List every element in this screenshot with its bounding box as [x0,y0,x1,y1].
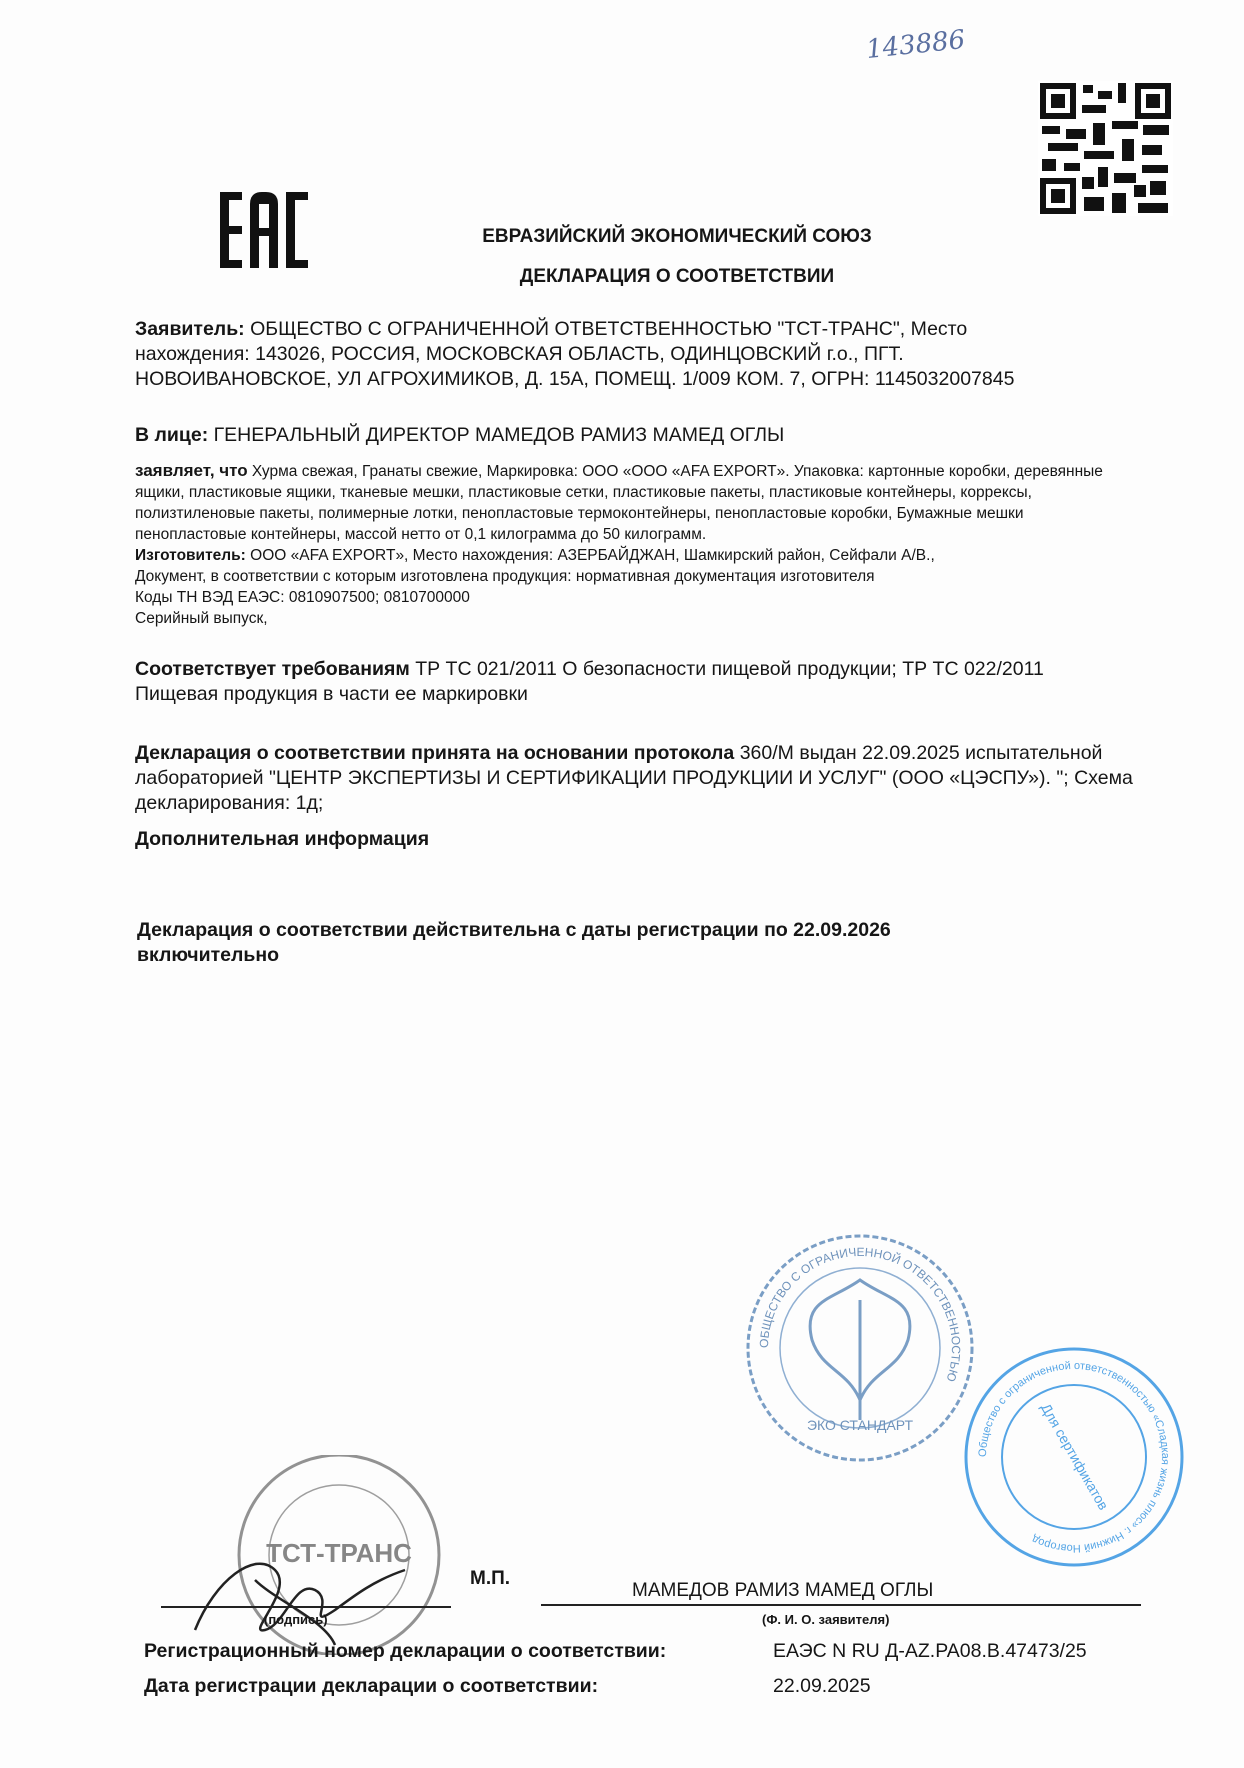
eco-standard-stamp [742,1230,978,1466]
registration-number: ЕАЭС N RU Д-AZ.PA08.B.47473/25 [773,1640,1087,1662]
basis-section [135,741,1165,816]
signature-caption: (подпись) [264,1612,328,1627]
qr-code [1038,81,1173,216]
name-line [541,1604,1141,1606]
handwritten-signature [185,1540,415,1650]
conformity-text: ТР ТС 021/2011 О безопасности пищевой продукции; ТР ТС 022/2011 Пищевая продукция в части ее маркировки [135,658,1044,705]
manufacturer-document: Документ, в соответствии с которым изготовлена продукция: нормативная документация изготовителя [135,568,875,585]
validity-text: Декларация о соответствии действительна с даты регистрации по 22.09.2026 включительно [137,919,891,966]
blue-company-stamp [962,1345,1186,1569]
name-caption: (Ф. И. О. заявителя) [762,1612,890,1627]
blue-stamp-ring-text: Общество с ограниченной ответственностью «Сладкая жизнь плюс» г. Нижний Новгород [976,1359,1172,1555]
tn-ved-codes: Коды ТН ВЭД ЕАЭС: 0810907500; 0810700000 [135,589,470,606]
applicant-section [135,317,1085,392]
serial-release: Серийный выпуск, [135,610,268,627]
basis-text: 360/М выдан 22.09.2025 испытательной лабораторией "ЦЕНТР ЭКСПЕРТИЗЫ И СЕРТИФИКАЦИИ ПРОДУКЦИИ И УСЛУГ" (ООО «ЦЭСПУ»). "; Схема декларирования: 1д; [135,742,1133,814]
eco-stamp-center-text: ЭКО СТАНДАРТ [806,1417,914,1433]
handwritten-number: 143886 [864,24,967,66]
registration-date: 22.09.2025 [773,1675,871,1697]
applicant-text: ОБЩЕСТВО С ОГРАНИЧЕННОЙ ОТВЕТСТВЕННОСТЬЮ "ТСТ-ТРАНС", Место нахождения: 143026, РОССИЯ, МОСКОВСКАЯ ОБЛАСТЬ, ОДИНЦОВСКИЙ г.о., ПГТ. НОВОИВАНОВСКОЕ, УЛ АГРОХИМИКОВ, Д. 15А, ПОМЕЩ. 1/009 КОМ. 7, ОГРН: 1145032007845 [135,318,1015,390]
representative-label: В лице: [135,424,209,446]
registration-number-label: Регистрационный номер декларации о соответствии: [144,1640,667,1662]
manufacturer-label: Изготовитель: [135,547,246,564]
registration-date-label: Дата регистрации декларации о соответствии: [144,1675,599,1697]
conformity-section [135,657,1115,707]
applicant-name: МАМЕДОВ РАМИЗ МАМЕД ОГЛЫ [632,1580,934,1601]
declares-section [135,460,1115,629]
declares-label: заявляет, что [135,461,248,480]
seal-company-text: ТСТ-ТРАНС [266,1538,412,1568]
union-heading: ЕВРАЗИЙСКИЙ ЭКОНОМИЧЕСКИЙ СОЮЗ [482,226,872,247]
blue-stamp-center-text: Для сертификатов [1037,1400,1112,1513]
basis-label: Декларация о соответствии принята на основании протокола [135,742,735,764]
manufacturer-text: ООО «AFA EXPORT», Место нахождения: АЗЕРБАЙДЖАН, Шамкирский район, Сейфали А/В., [245,547,935,564]
eco-stamp-ring-text: ОБЩЕСТВО С ОГРАНИЧЕННОЙ ОТВЕТСТВЕННОСТЬЮ [756,1244,964,1384]
representative-section [135,423,1085,448]
applicant-label: Заявитель: [135,318,245,340]
conformity-label: Соответствует требованиям [135,658,410,680]
additional-info-label: Дополнительная информация [135,828,430,850]
representative-text: ГЕНЕРАЛЬНЫЙ ДИРЕКТОР МАМЕДОВ РАМИЗ МАМЕД ОГЛЫ [208,424,785,446]
eac-logo [220,192,308,268]
declares-text: Хурма свежая, Гранаты свежие, Маркировка: ООО «ООО «AFA EXPORT». Упаковка: картонные коробки, деревянные ящики, пластиковые ящики, тканевые мешки, пластиковые сетки, пластиковые пакеты, пластиковые контейнеры, коррексы, полизтиленовые пакеты, полимерные лотки, пенопластовые термоконтейнеры, пенопластовые коробки, Бумажные мешки пенопластовые контейнеры, массой нетто от 0,1 килограмма до 50 килограмм. [135,463,1103,543]
document-title: ДЕКЛАРАЦИЯ О СООТВЕТСТВИИ [519,266,835,287]
signature-line [161,1606,451,1608]
stamp-place-label: М.П. [470,1568,511,1589]
